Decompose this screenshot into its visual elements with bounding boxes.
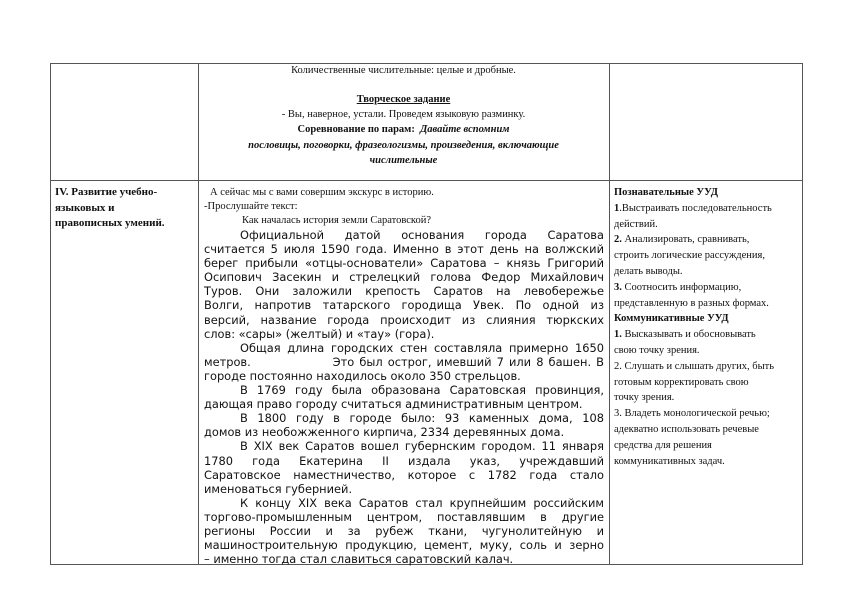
- uud-item-line: [614, 343, 800, 359]
- row1-content-cell: [198, 63, 609, 180]
- uud-item-line: [614, 454, 800, 470]
- uud-item-text: действий.: [614, 218, 658, 230]
- uud-item-number: 1.: [614, 329, 622, 341]
- uud-item-line: [614, 296, 800, 312]
- history-line: 1780 года Екатерина II издала указ, учреждавший: [204, 453, 604, 468]
- contest-line: Соревнование по парам: Давайте вспомним: [297, 124, 510, 135]
- uud-item-line: [614, 248, 800, 264]
- stage-line: языковых и: [55, 201, 115, 214]
- uud-item-text: .Выстраивать последовательность: [619, 202, 772, 214]
- communicative-uud-title: Коммуникативные УУД: [614, 313, 729, 325]
- uud-item-number: 1: [614, 202, 620, 214]
- uud-item-line: [614, 390, 800, 406]
- history-line: машиностроительную продукцию, цемент, муку, соль и зерно: [204, 538, 604, 553]
- contest-line-3: числительные: [369, 155, 438, 166]
- creative-task-title: Творческое задание: [356, 94, 451, 105]
- uud-item-line: [614, 375, 800, 391]
- uud-item-line: [614, 438, 800, 454]
- history-line: метров. Это был острог, имевший 7 или 8 башен. В: [204, 354, 604, 369]
- uud-item-text: готовым корректировать свою: [614, 376, 749, 388]
- table-border-left: [50, 63, 51, 565]
- uud-item-text: 2. Слушать и слышать других, быть: [614, 360, 775, 372]
- history-line: именоваться губернией.: [204, 481, 353, 496]
- numerals-line: Количественные числительные: целые и дробные.: [291, 65, 516, 76]
- uud-item-number: 2.: [614, 234, 622, 246]
- history-line: Официальной датой основания города Саратова: [240, 228, 604, 242]
- uud-item-line: [614, 264, 800, 280]
- warmup-text: - Вы, наверное, устали. Проведем языковую разминку.: [281, 109, 526, 120]
- history-line: В XIX век Саратов вошел губернским городом. 11 января: [240, 439, 604, 454]
- uud-item-text: делать выводы.: [614, 265, 683, 277]
- uud-item-text: свою точку зрения.: [614, 344, 700, 356]
- history-line: Общая длина городских стен составляла примерно 1650: [240, 340, 604, 355]
- cognitive-uud-title: Познавательные УУД: [614, 187, 718, 198]
- history-line: дающая право городу считаться административным центром.: [204, 397, 583, 412]
- history-cell: [204, 186, 606, 566]
- history-line: Саратовское наместничество, которое с 1782 года стало: [204, 467, 604, 482]
- cognitive-uud-list: [614, 201, 800, 312]
- uud-item-text: адекватно использовать речевые: [614, 423, 759, 435]
- uud-item-line: [614, 280, 800, 296]
- history-line: Волги, напротив татарского городища Увек. По одной из: [204, 298, 604, 313]
- contest-line-2: пословицы, поговорки, фразеологизмы, произведения, включающие: [248, 140, 559, 151]
- history-line: Туров. Они заложили крепость Саратов на левобережье: [204, 284, 604, 299]
- uud-item-line: [614, 422, 800, 438]
- history-line: торгово-промышленным центром, поставлявшим в другие: [204, 509, 604, 524]
- uud-item-text: строить логические рассуждения,: [614, 250, 765, 262]
- history-line: считается 5 июля 1590 года. Именно в этот день на волжский: [204, 242, 604, 257]
- uud-item-text: коммуникативных задач.: [614, 455, 725, 467]
- uud-item-line: [614, 327, 800, 343]
- uud-item-line: [614, 232, 800, 248]
- uud-item-text: Высказывать и обосновывать: [621, 329, 756, 341]
- intro-line: А сейчас мы с вами совершим экскурс в историю.: [210, 187, 434, 198]
- history-line: – именно тогда стал славиться саратовский калач.: [204, 552, 514, 567]
- table-border-right: [802, 63, 803, 565]
- history-line: берег прибыли «отцы-основатели» Саратова – князь Григорий: [204, 256, 604, 271]
- history-text: [204, 228, 606, 566]
- history-line: слов: «сары» (желтый) и «тау» (гора).: [204, 326, 435, 341]
- history-line: Осипович Засекин и стрелецкий голова Федор Михайлович: [204, 270, 604, 285]
- history-line: версий, название города происходит из слияния тюркских: [204, 312, 604, 327]
- uud-item-line: [614, 201, 800, 217]
- uud-item-line: [614, 217, 800, 233]
- history-line: регионы России и за рубеж ткани, чугунолитейную и: [204, 523, 604, 538]
- text-title: Как началась история земли Саратовской?: [242, 215, 432, 226]
- uud-item-text: представленную в разных формах.: [614, 297, 769, 309]
- history-line: В 1800 году в городе было: 93 каменных дома, 108: [240, 411, 604, 426]
- uud-item-line: [614, 359, 800, 375]
- uud-item-text: 3. Владеть монологической речью;: [614, 408, 770, 420]
- table-col-divider-2: [609, 63, 610, 565]
- communicative-uud-list: [614, 327, 800, 469]
- history-line: городе постоянно находилось около 350 стрельцов.: [204, 368, 521, 383]
- uud-item-text: Анализировать, сравнивать,: [621, 234, 750, 246]
- stage-cell: [55, 185, 195, 232]
- intro-line: -Прослушайте текст:: [204, 201, 298, 212]
- uud-item-line: [614, 406, 800, 422]
- history-line: домов из необожженного кирпича, 2334 деревянных дома.: [204, 425, 565, 440]
- history-line: В 1769 году была образована Саратовская провинция,: [240, 383, 604, 398]
- uud-item-number: 3.: [614, 281, 622, 293]
- uud-item-text: средства для решения: [614, 439, 712, 451]
- uud-item-text: Соотносить информацию,: [621, 281, 742, 293]
- uud-item-text: точку зрения.: [614, 392, 675, 404]
- uud-cell: [614, 185, 800, 469]
- stage-line: IV. Развитие учебно-: [55, 186, 158, 198]
- table-row-divider: [50, 180, 802, 181]
- history-line: К концу XIX века Саратов стал крупнейшим российским: [240, 495, 604, 510]
- stage-line: правописных умений.: [55, 217, 165, 229]
